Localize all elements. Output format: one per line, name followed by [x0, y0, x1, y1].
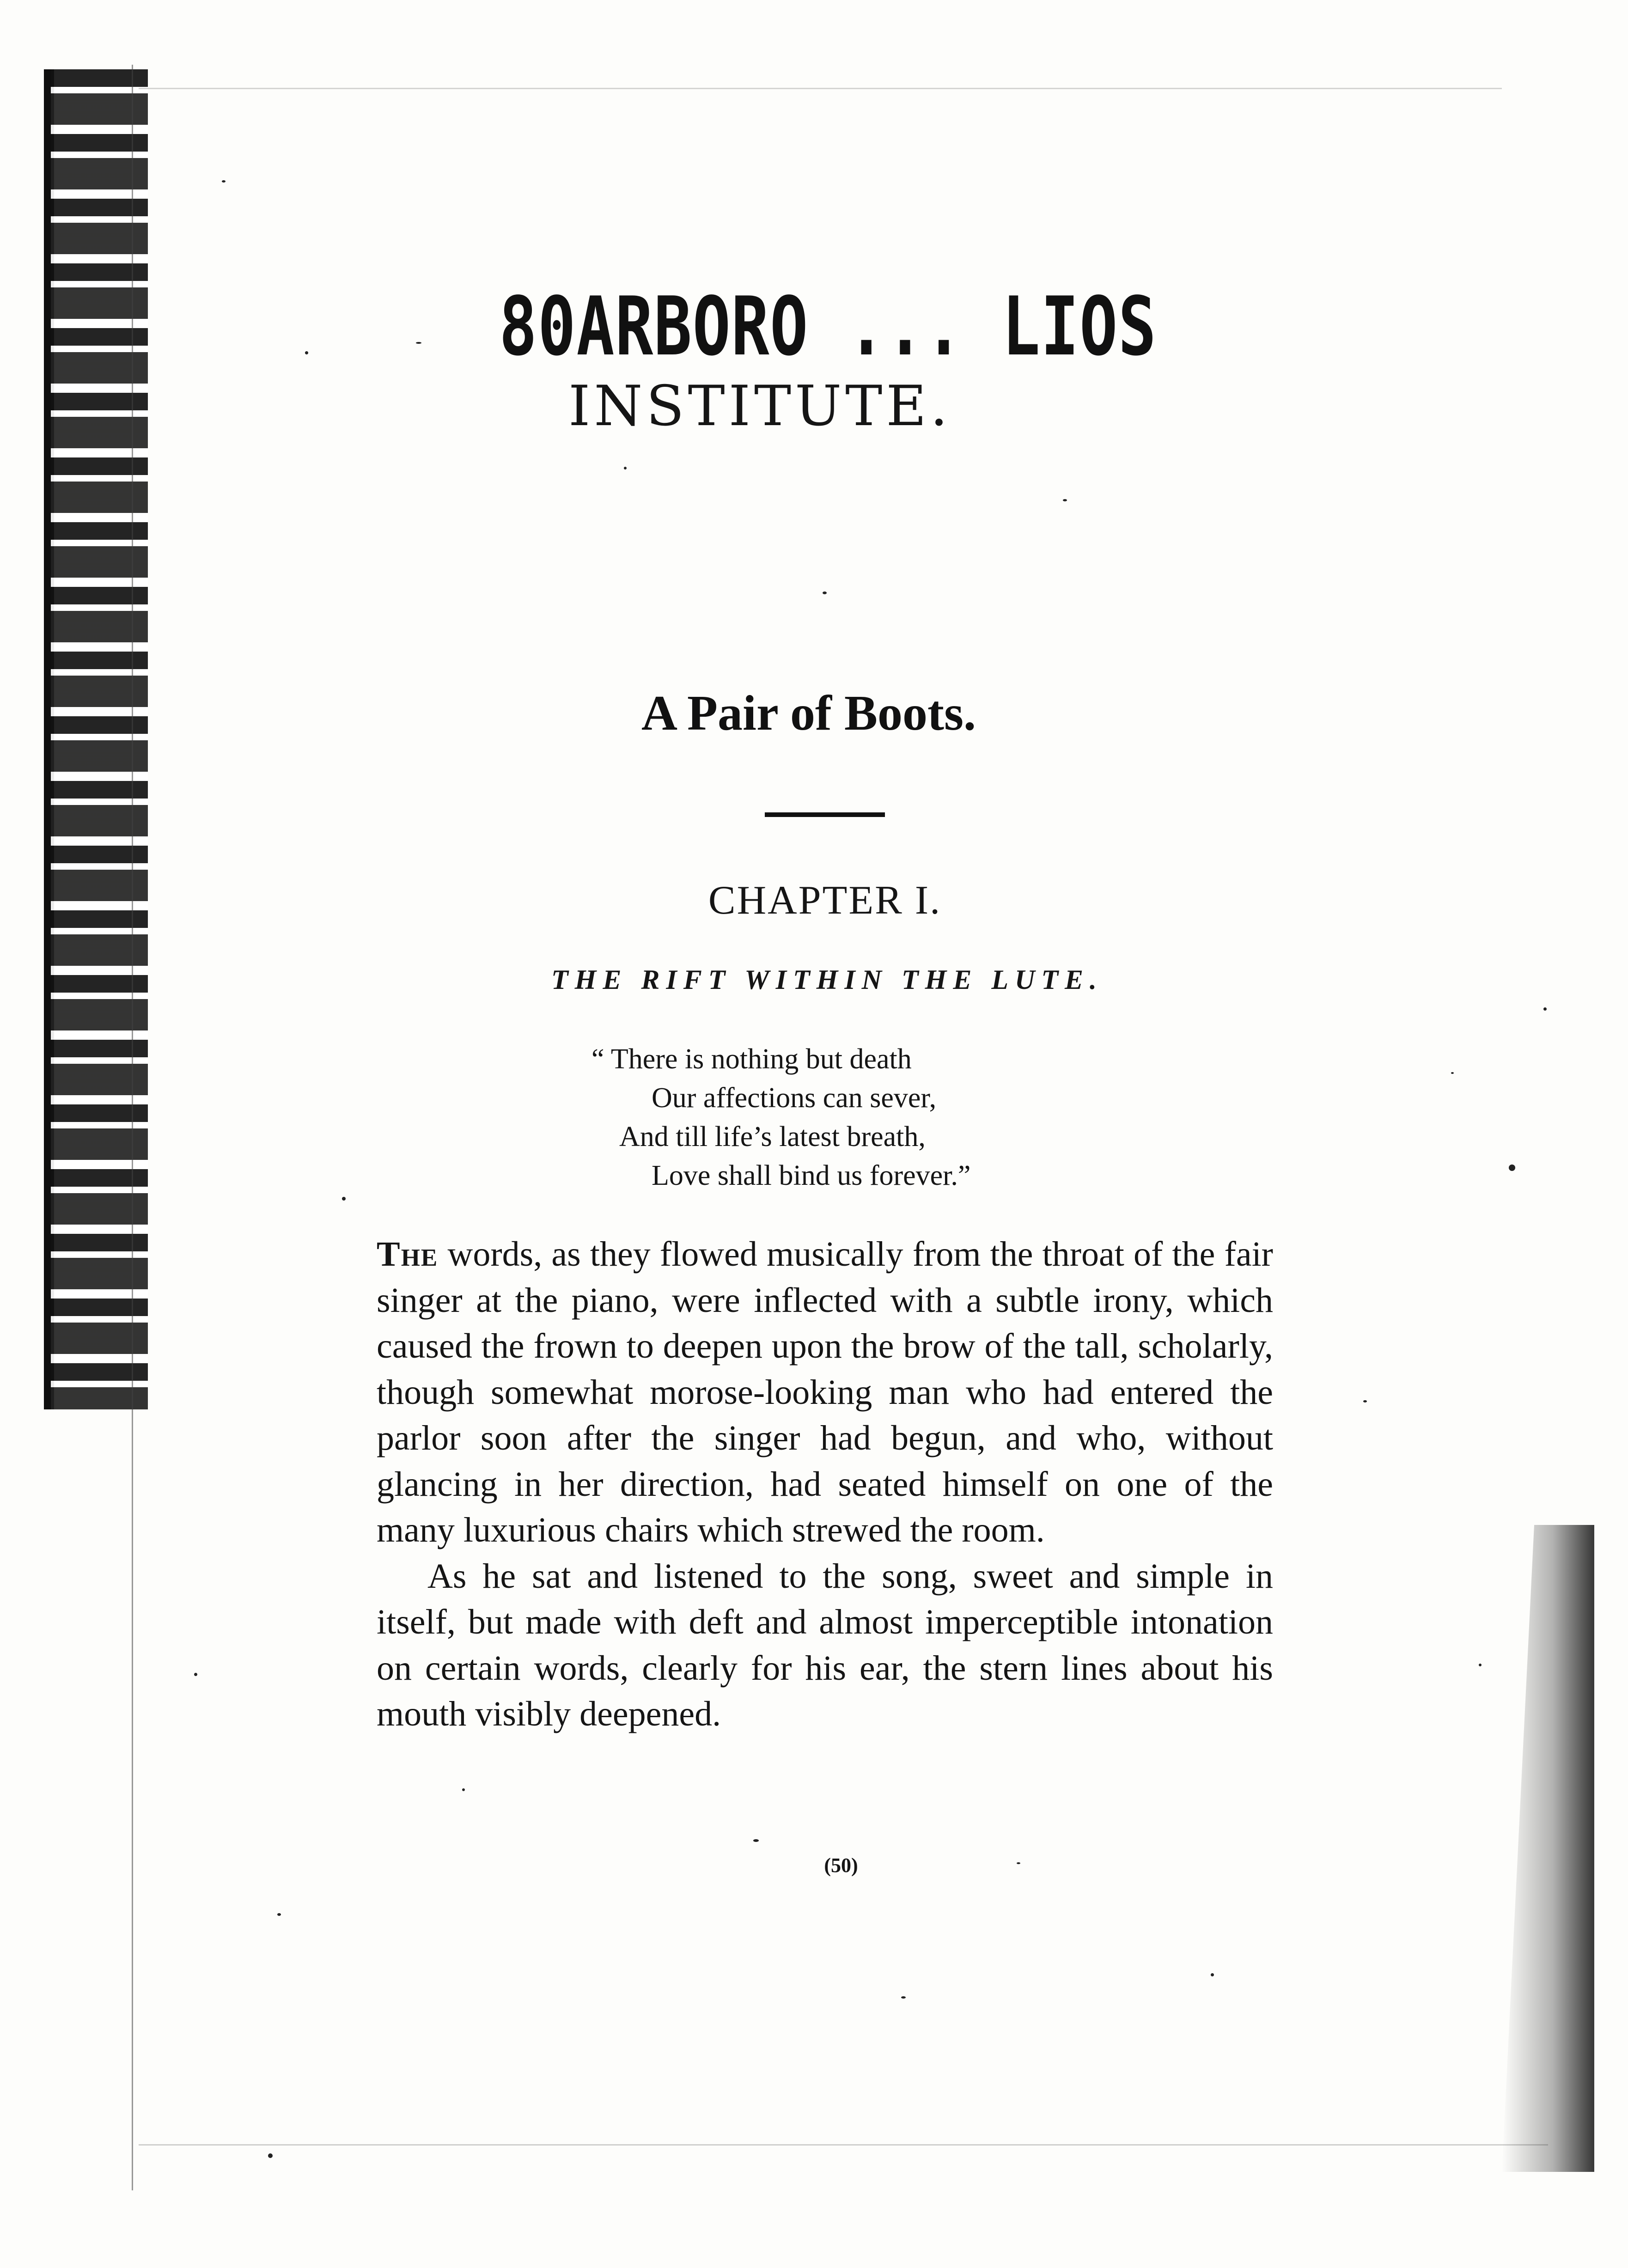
chapter-subtitle: THE RIFT WITHIN THE LUTE. — [551, 964, 1103, 995]
epigraph-line: “ There is nothing but death — [591, 1043, 912, 1075]
scan-speck — [753, 1839, 759, 1842]
scan-speck — [901, 1996, 906, 1999]
scan-speck — [1509, 1164, 1515, 1171]
scan-speck — [1543, 1007, 1547, 1011]
page-right-edge-shadow — [1502, 1525, 1594, 2172]
epigraph-line: And till life’s latest breath, — [619, 1121, 926, 1152]
scan-speck — [342, 1197, 346, 1201]
epigraph — [591, 1040, 1146, 1195]
scan-speck — [416, 342, 421, 344]
institution-name: INSTITUTE. — [568, 374, 952, 439]
library-stamp: 80ARBORO ... LIOS — [499, 280, 1157, 374]
paragraph-text: words, as they flowed musically from the throat of the fair singer at the piano, were inflected with a subtle irony, which caused the frown to deepen upon the brow of the tall, scholarly, though somewhat morose-looking man who had entered the parlor soon after the singer had begun, and who, without glancing in her direction, had seated himself on one of the many luxurious chairs which strewed the room. — [377, 1235, 1273, 1549]
paragraph — [377, 1232, 1273, 1554]
scan-speck — [1211, 1973, 1214, 1976]
scan-speck — [222, 180, 226, 183]
epigraph-line: Our affections can sever, — [652, 1082, 937, 1114]
page-number: (50) — [824, 1854, 858, 1877]
paragraph-lead-word: The — [377, 1235, 439, 1274]
page-bottom-border — [139, 2144, 1548, 2146]
scan-speck — [305, 351, 308, 354]
page-left-border — [132, 65, 133, 2190]
binding-edge-scan-artifact — [51, 69, 148, 1409]
scan-speck — [462, 1788, 465, 1791]
scan-speck — [1479, 1664, 1482, 1666]
scan-speck — [1451, 1072, 1454, 1074]
title-divider — [765, 812, 885, 817]
body-text — [377, 1232, 1273, 1738]
page-top-border — [139, 88, 1502, 89]
scan-speck — [823, 591, 827, 594]
scan-speck — [1363, 1400, 1367, 1402]
scan-speck — [277, 1913, 281, 1916]
scan-speck — [1063, 499, 1067, 501]
scan-speck — [1017, 1862, 1020, 1864]
epigraph-line: Love shall bind us forever.” — [652, 1160, 971, 1191]
scan-speck — [268, 2153, 273, 2158]
story-title: A Pair of Boots. — [641, 686, 976, 741]
chapter-heading: CHAPTER I. — [708, 878, 942, 923]
scan-speck — [624, 467, 627, 469]
paragraph: As he sat and listened to the song, sweet and simple in itself, but made with deft and almost imperceptible intonation on certain words, clearly for his ear, the stern lines about his mouth visibly deepened. — [377, 1556, 1273, 1733]
scan-speck — [194, 1673, 197, 1676]
